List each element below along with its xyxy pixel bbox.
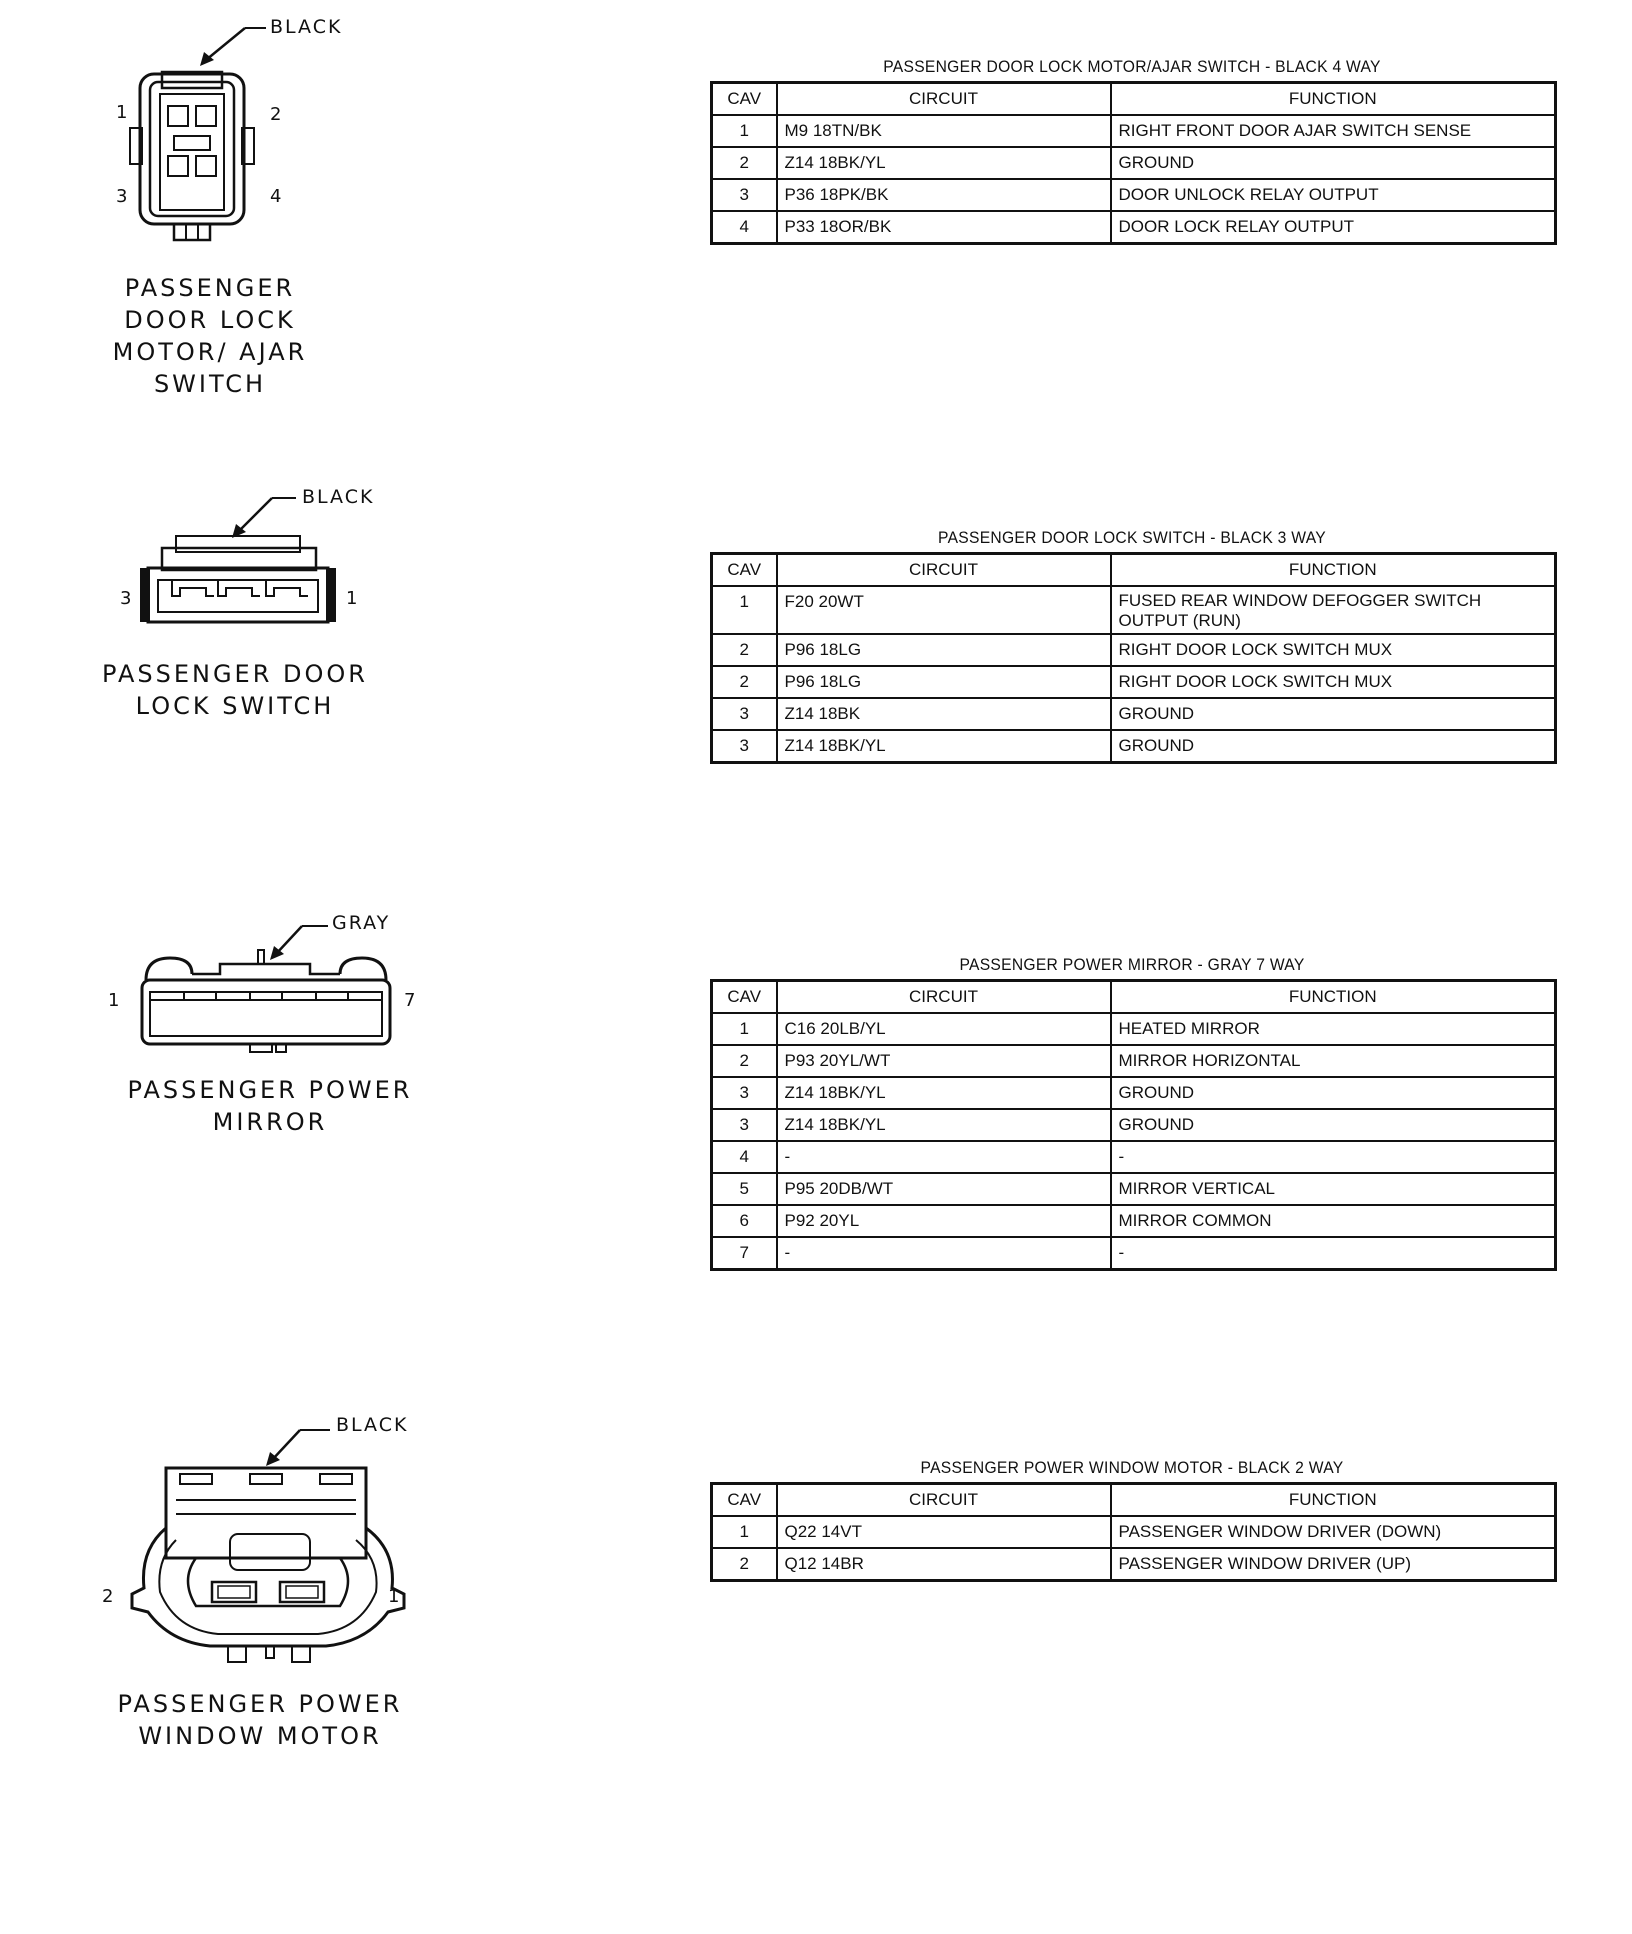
cell-circuit: P92 20YL xyxy=(777,1205,1111,1237)
connector-caption xyxy=(90,658,380,722)
connector-3way-drawing xyxy=(110,484,410,644)
pinout-table xyxy=(710,552,1557,764)
cell-cav: 1 xyxy=(712,586,777,634)
pin-label-3: 3 xyxy=(116,186,128,207)
header-cav: CAV xyxy=(712,981,777,1014)
cell-function: GROUND xyxy=(1111,1109,1556,1141)
cell-function: MIRROR COMMON xyxy=(1111,1205,1556,1237)
pin-label-1: 1 xyxy=(108,990,120,1011)
cell-function: RIGHT DOOR LOCK SWITCH MUX xyxy=(1111,666,1556,698)
cell-function: PASSENGER WINDOW DRIVER (DOWN) xyxy=(1111,1516,1556,1548)
table-title: PASSENGER DOOR LOCK MOTOR/AJAR SWITCH - BLACK 4 WAY xyxy=(883,57,1381,76)
cell-circuit: Z14 18BK/YL xyxy=(777,1077,1111,1109)
cell-function: - xyxy=(1111,1141,1556,1173)
cell-circuit: Z14 18BK xyxy=(777,698,1111,730)
cell-function: FUSED REAR WINDOW DEFOGGER SWITCH OUTPUT (RUN) xyxy=(1111,586,1556,634)
connector-color-label: BLACK xyxy=(336,1414,409,1436)
cell-cav: 1 xyxy=(712,1516,777,1548)
connector-diagram-door-lock-motor xyxy=(110,10,370,400)
pinout-table xyxy=(710,979,1557,1271)
connector-diagram-power-window-motor xyxy=(100,1410,440,1770)
table-row xyxy=(712,1237,1556,1270)
connector-color-label: GRAY xyxy=(332,912,391,934)
header-circuit: CIRCUIT xyxy=(777,83,1111,116)
caption-line: MOTOR/ AJAR xyxy=(112,338,308,366)
table-row xyxy=(712,698,1556,730)
cell-function: GROUND xyxy=(1111,730,1556,763)
cell-function: MIRROR HORIZONTAL xyxy=(1111,1045,1556,1077)
cell-function: DOOR UNLOCK RELAY OUTPUT xyxy=(1111,179,1556,211)
header-circuit: CIRCUIT xyxy=(777,981,1111,1014)
header-function: FUNCTION xyxy=(1111,554,1556,587)
connector-4way-drawing xyxy=(110,10,370,270)
table-row xyxy=(712,1109,1556,1141)
cell-cav: 7 xyxy=(712,1237,777,1270)
table-row xyxy=(712,666,1556,698)
table-row xyxy=(712,211,1556,244)
caption-line: PASSENGER DOOR xyxy=(102,660,368,688)
table-header-row xyxy=(712,554,1556,587)
connector-caption xyxy=(110,1688,410,1752)
pinout-table-power-mirror xyxy=(710,955,1554,1271)
header-circuit: CIRCUIT xyxy=(777,554,1111,587)
table-row xyxy=(712,1516,1556,1548)
pin-label-3: 3 xyxy=(120,588,132,609)
table-row xyxy=(712,1045,1556,1077)
pin-label-1: 1 xyxy=(116,102,128,123)
cell-cav: 3 xyxy=(712,730,777,763)
cell-circuit: P96 18LG xyxy=(777,666,1111,698)
table-header-row xyxy=(712,1484,1556,1517)
cell-function: GROUND xyxy=(1111,1077,1556,1109)
pin-label-2: 2 xyxy=(102,1586,114,1607)
cell-cav: 2 xyxy=(712,147,777,179)
caption-line: SWITCH xyxy=(153,370,267,398)
cell-cav: 3 xyxy=(712,1109,777,1141)
cell-function: - xyxy=(1111,1237,1556,1270)
connector-2way-drawing xyxy=(100,1410,440,1670)
header-function: FUNCTION xyxy=(1111,981,1556,1014)
cell-cav: 2 xyxy=(712,666,777,698)
cell-cav: 3 xyxy=(712,698,777,730)
table-title: PASSENGER POWER WINDOW MOTOR - BLACK 2 WAY xyxy=(920,1458,1344,1477)
cell-cav: 2 xyxy=(712,1548,777,1581)
pinout-table-door-lock-motor xyxy=(710,57,1554,245)
pinout-table-door-lock-switch xyxy=(710,528,1554,764)
table-row xyxy=(712,115,1556,147)
connector-caption xyxy=(120,1074,420,1138)
cell-circuit: F20 20WT xyxy=(777,586,1111,634)
cell-circuit: P36 18PK/BK xyxy=(777,179,1111,211)
pin-label-7: 7 xyxy=(404,990,416,1011)
pin-label-4: 4 xyxy=(270,186,282,207)
table-header-row xyxy=(712,981,1556,1014)
table-row xyxy=(712,1173,1556,1205)
table-title: PASSENGER DOOR LOCK SWITCH - BLACK 3 WAY xyxy=(938,528,1326,547)
pin-label-1: 1 xyxy=(388,1586,400,1607)
cell-circuit: Z14 18BK/YL xyxy=(777,147,1111,179)
table-header-row xyxy=(712,83,1556,116)
cell-function: MIRROR VERTICAL xyxy=(1111,1173,1556,1205)
table-row xyxy=(712,1013,1556,1045)
cell-function: DOOR LOCK RELAY OUTPUT xyxy=(1111,211,1556,244)
caption-line: PASSENGER xyxy=(124,274,296,302)
pin-label-2: 2 xyxy=(270,104,282,125)
connector-color-label: BLACK xyxy=(270,16,343,38)
cell-circuit: P93 20YL/WT xyxy=(777,1045,1111,1077)
table-title: PASSENGER POWER MIRROR - GRAY 7 WAY xyxy=(959,955,1305,974)
cell-function: HEATED MIRROR xyxy=(1111,1013,1556,1045)
cell-cav: 1 xyxy=(712,115,777,147)
cell-cav: 6 xyxy=(712,1205,777,1237)
cell-circuit: Z14 18BK/YL xyxy=(777,1109,1111,1141)
caption-line: DOOR LOCK xyxy=(124,306,296,334)
cell-circuit: Q12 14BR xyxy=(777,1548,1111,1581)
table-row xyxy=(712,1141,1556,1173)
header-circuit: CIRCUIT xyxy=(777,1484,1111,1517)
cell-cav: 3 xyxy=(712,179,777,211)
table-row xyxy=(712,634,1556,666)
cell-cav: 2 xyxy=(712,1045,777,1077)
caption-line: MIRROR xyxy=(212,1108,328,1136)
pinout-table xyxy=(710,81,1557,245)
cell-function: GROUND xyxy=(1111,147,1556,179)
cell-circuit: Z14 18BK/YL xyxy=(777,730,1111,763)
cell-cav: 5 xyxy=(712,1173,777,1205)
header-cav: CAV xyxy=(712,554,777,587)
cell-cav: 4 xyxy=(712,211,777,244)
cell-circuit: M9 18TN/BK xyxy=(777,115,1111,147)
header-function: FUNCTION xyxy=(1111,1484,1556,1517)
caption-line: PASSENGER POWER xyxy=(117,1690,403,1718)
cell-function: RIGHT DOOR LOCK SWITCH MUX xyxy=(1111,634,1556,666)
cell-circuit: P95 20DB/WT xyxy=(777,1173,1111,1205)
pinout-table xyxy=(710,1482,1557,1582)
table-row xyxy=(712,179,1556,211)
connector-color-label: BLACK xyxy=(302,486,375,508)
table-row xyxy=(712,730,1556,763)
cell-cav: 3 xyxy=(712,1077,777,1109)
caption-line: LOCK SWITCH xyxy=(135,692,335,720)
table-row xyxy=(712,1548,1556,1581)
cell-circuit: C16 20LB/YL xyxy=(777,1013,1111,1045)
cell-circuit: - xyxy=(777,1237,1111,1270)
table-row xyxy=(712,1077,1556,1109)
table-row xyxy=(712,1205,1556,1237)
table-row xyxy=(712,586,1556,634)
caption-line: WINDOW MOTOR xyxy=(138,1722,382,1750)
connector-diagram-door-lock-switch xyxy=(102,484,410,734)
cell-function: GROUND xyxy=(1111,698,1556,730)
cell-function: RIGHT FRONT DOOR AJAR SWITCH SENSE xyxy=(1111,115,1556,147)
cell-cav: 2 xyxy=(712,634,777,666)
pinout-table-power-window-motor xyxy=(710,1458,1554,1582)
connector-diagram-power-mirror xyxy=(100,908,430,1158)
header-cav: CAV xyxy=(712,1484,777,1517)
cell-cav: 1 xyxy=(712,1013,777,1045)
cell-circuit: P33 18OR/BK xyxy=(777,211,1111,244)
cell-circuit: P96 18LG xyxy=(777,634,1111,666)
header-function: FUNCTION xyxy=(1111,83,1556,116)
cell-circuit: - xyxy=(777,1141,1111,1173)
header-cav: CAV xyxy=(712,83,777,116)
cell-cav: 4 xyxy=(712,1141,777,1173)
connector-caption xyxy=(90,272,330,400)
table-row xyxy=(712,147,1556,179)
cell-circuit: Q22 14VT xyxy=(777,1516,1111,1548)
caption-line: PASSENGER POWER xyxy=(127,1076,413,1104)
pin-label-1: 1 xyxy=(346,588,358,609)
cell-function: PASSENGER WINDOW DRIVER (UP) xyxy=(1111,1548,1556,1581)
